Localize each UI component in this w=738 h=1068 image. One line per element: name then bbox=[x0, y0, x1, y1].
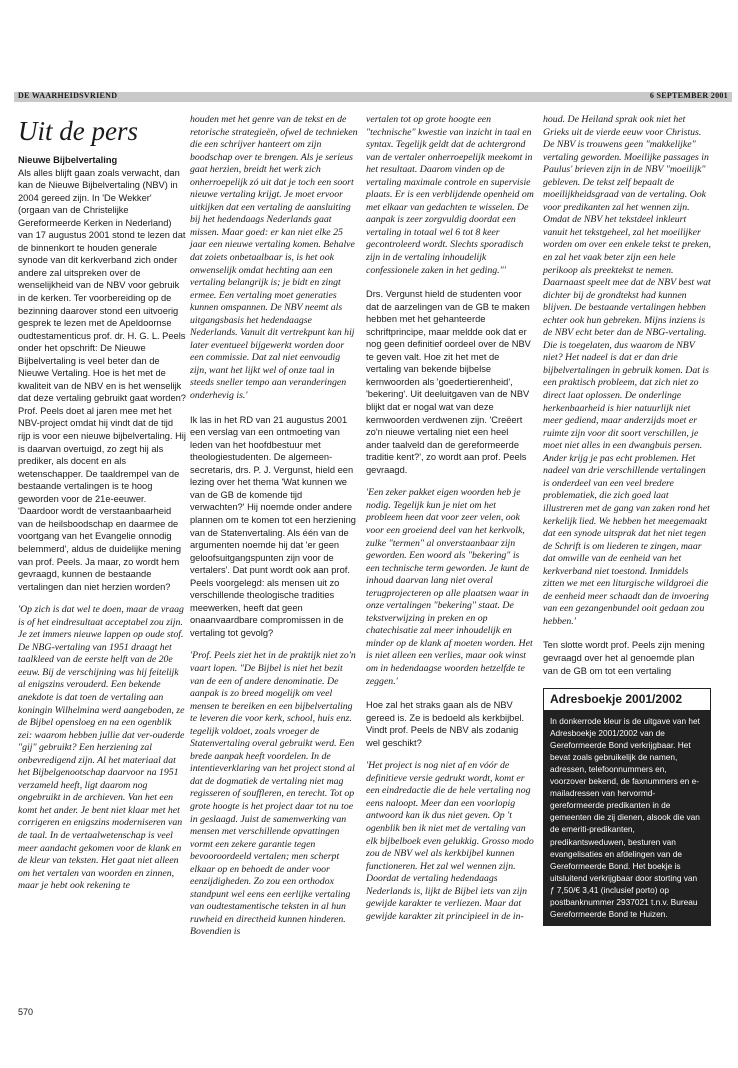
column-2 bbox=[190, 114, 358, 950]
page-title: Uit de pers bbox=[18, 116, 138, 146]
paragraph: Drs. Vergunst hield de studenten voor dat de aarzelingen van de GB te maken hebben met het gehanteerde schriftprincipe, maar meldde ook dat er nog geen definitief oordeel over de NBV te geven valt. Hoe zit het met de vertaling van bekende bijbelse kernwoorden als 'goedertierenheid', 'bekering'. Uit deeluitgaven van de NBV blijkt dat er nogal wat van deze kernwoorden verdwenen zijn. 'Creëert zo'n nieuwe vertaling niet een heel ander taalveld dan de gereformeerde traditie kent?', zo wordt aan prof. Peels gevraagd. bbox=[366, 289, 531, 475]
quote-paragraph: 'Het project is nog niet af en vóór de definitieve versie gedrukt wordt, komt er een eindredactie die de hele vertaling nog eens naloopt. Meer dan een voorlopig antwoord kan ik dus niet geven. Op 't ogenblik ben ik niet met de vertaling van elk bijbelboek even gelukkig. Grosso modo zou de NBV wel als kerkbijbel kunnen functioneren. Het zal wel wennen zijn. Doordat de vertaling hedendaags Nederlands is, lijkt de Bijbel iets van zijn gewijde karakter te verliezen. Maar dat gewijde karakter zit principieel in de in- bbox=[366, 760, 534, 922]
column-1 bbox=[18, 114, 186, 904]
section-heading: Nieuwe Bijbelvertaling bbox=[18, 155, 118, 165]
paragraph: Hoe zal het straks gaan als de NBV gereed is. Ze is bedoeld als kerkbijbel. Vindt prof. Peels de NBV als zodanig wel geschikt? bbox=[366, 700, 525, 748]
quote-paragraph: 'Een zeker pakket eigen woorden heb je nodig. Tegelijk kun je niet om het probleem heen dat voor zeer velen, ook voor een groeiend deel van het kerkvolk, zulke "termen" al onverstaanbaar zijn geworden. Een woord als "bekering" is een technische term geworden. Je kunt de inhoud daarvan lang niet overal terugprojecteren op alle plaatsen waar in onze vertalingen "bekering" staat. De tekstverwijzing in preken en op chatechisatie zal meer inhoudelijk en minder op de klank af moeten worden. Het is niet alleen een verlies, maar ook winst om in hedendaagse woorden hetzelfde te zeggen.' bbox=[366, 487, 533, 687]
publication-name: DE WAARHEIDSVRIEND bbox=[18, 91, 118, 100]
column-4 bbox=[543, 114, 711, 926]
adresboekje-box bbox=[543, 688, 711, 926]
quote-paragraph: houd. De Heiland sprak ook niet het Grieks uit de vierde eeuw voor Christus. De NBV is trouwens geen "makkelijke" vertaling geworden. Moeilijke passages in Paulus' brieven zijn in de NBV "moeilijk" gebleven. De tekst zelf bepaalt de moeilijkheidsgraad van de vertaling. Ook voor predikanten zal het wennen zijn. Omdat de NBV het tekstdeel inkleurt vanuit het tekstgeheel, zal het moeilijker worden om over een enkele tekst te preken, en zal het vaak beter zijn een hele perikoop als preektekst te nemen. Daarnaast speelt mee dat de NBV best wat dichter bij de grondtekst had kunnen blijven. De bestaande vertalingen hebben echter ook hun gebreken. Mijns inziens is de NBV echt beter dan de NBG-vertaling. Die is toegelaten, dus waarom de NBV niet? Het nadeel is dat er dan drie bijbelvertalingen in gebruik komen. Dat is een praktisch probleem, dat zich niet zo direct laat oplossen. De onderlinge herkenbaarheid is hier natuurlijk niet meer gediend, maar anderzijds moet er ruimte zijn voor dit soort verschillen, je moet niet alles in een dwangbuis persen. Ander krijg je pas echt problemen. Het nadeel van drie verschillende vertalingen is onderdeel van een veel bredere problematiek, die zich goed laat illustreren met de gang van zaken rond het kerkelijk lied. We hebben het meegemaakt dat een synode uitsprak dat het niet tegen de Schrift is om liederen te zingen, maar dat omwille van de eenheid van het kerkverband niet toestond. Inmiddels zitten we met een liturgische wildgroei die de eenheid meer schaadt dan de invoering van een gezangenbundel ooit gedaan zou hebben.' bbox=[543, 114, 711, 627]
page-number: 570 bbox=[18, 1007, 34, 1017]
paragraph: Ten slotte wordt prof. Peels zijn mening gevraagd over het al genoemde plan van de GB om tot een vertaling bbox=[543, 640, 705, 676]
quote-paragraph: 'Op zich is dat wel te doen, maar de vraag is of het eindresultaat acceptabel zou zijn. Je zet immers nieuwe lappen op oude stof. De NBG-vertaling van 1951 draagt het taalkleed van de eerste helft van de 20e eeuw. Bij de verschijning was hij feitelijk al enigszins verouderd. Een bekende anekdote is dat toen de vertaling aan koningin Wilhelmina werd aangeboden, ze de Bijbel opensloeg en na een ogenblik zei: waarom hebben jullie dat ver-ouderde "gij" gebruikt? Een herziening zal onbevredigend zijn. Al het materiaal dat het Bijbelgenootschap daarvoor na 1951 verzameld heeft, ligt daarom nog ongebruikt in de archieven. Van het een komt het ander. Je bent niet klaar met het corrigeren en enigszins moderniseren van de taal. In de vertaalwetenschap is veel meer aandacht gekomen voor de klank en de kleur van teksten. Het gaat niet alleen om het vertalen van woorden en zinnen, maar je hebt ook rekening te bbox=[18, 604, 185, 892]
quote-paragraph: vertalen tot op grote hoogte een "technische" kwestie van inzicht in taal en syntax. Tegelijk geldt dat de achtergrond van de vertaler onherroepelijk meekomt in het resultaat. Daarom vinden op de vertaling maximale controle en supervisie plaats. Er is een verblijdende openheid om met elkaar van gedachten te wisselen. De aanpak is zeer zorgvuldig doordat een vertaling in totaal wel 6 tot 8 keer gecontroleerd wordt. Slechts sporadisch zijn in de vertaling inhoudelijk confessionele zaken in het geding."' bbox=[366, 114, 534, 276]
quote-paragraph: 'Prof. Peels ziet het in de praktijk niet zo'n vaart lopen. "De Bijbel is niet het bezit van de een of andere denominatie. De aanpak is zo breed mogelijk om veel mensen te bereiken en een bijbelvertaling te leveren die voor kerk, school, huis enz. tegelijk voldoet, zoals vroeger de Statenvertaling overal gebruikt werd. Een brede aanpak heeft voordelen. In de intentieverklaring van het project stond al dat de dogmatiek de vertaling niet mag regisseren of souffleren, en terecht. Tot op grote hoogte is het project daar tot nu toe in geslaagd. Juist de samenwerking van mensen met verschillende opvattingen vormt een zekere garantie tegen bevooroordeeld vertalen; men scherpt elkaar op en behoedt de ander voor eenzijdigheden. Zo zou een orthodox standpunt wel eens een eerlijke vertaling van oudtestamentische teksten in al hun ruwheid en directheid kunnen hinderen. Bovendien is bbox=[190, 650, 356, 938]
box-title: Adresboekje 2001/2002 bbox=[544, 689, 710, 710]
issue-date: 6 SEPTEMBER 2001 bbox=[649, 91, 728, 100]
running-header bbox=[14, 92, 732, 102]
paragraph: Als alles blijft gaan zoals verwacht, dan kan de Nieuwe Bijbelvertaling (NBV) in 2004 gereed zijn. In 'De Wekker' (orgaan van de Christelijke Gereformeerde Kerken in Nederland) van 17 augustus 2001 stond te lezen dat de binnenkort te houden generale synode van dit kerkverband zich onder andere zal uitspreken over de wenselijkheid van de NBV voor gebruik in de kerken. Ter voorbereiding op de bezinning daarover stond een uitvoerig gesprek te lezen met de Apeldoornse oudtestamenticus prof. dr. H. G. L. Peels onder het opschrift: De Nieuwe Bijbelvertaling is veel beter dan de Nieuwe Vertaling. Hoe is het met de kwaliteit van de NBV en is het wenselijk dat deze vertaling gebruikt gaat worden? Prof. Peels doet al jaren mee met het NBV-project omdat hij vindt dat de tijd rijp is voor een nieuwe bijbelvertaling. Hij is daarvan overtuigd, zo zegt hij als prediker, als docent en als wetenschapper. De taaldrempel van de bestaande vertalingen is te hoog geworden voor de 21e-eeuwer. 'Daardoor wordt de verstaanbaarheid van de heilsboodschap en daarmee de voortgang van het Evangelie onnodig belemmerd', aldus de duidelijke mening van prof. Peels. Ja maar, zo wordt hem gevraagd, kunnen de bestaande vertalingen dan niet herzien worden? bbox=[18, 167, 186, 592]
quote-paragraph: houden met het genre van de tekst en de retorische strategieën, ofwel de technieken die een schrijver hanteert om zijn boodschap over te brengen. Als je serieus gaat herzien, breidt het werk zich onherroepelijk zó uit dat je toch een soort nieuwe vertaling krijgt. Je moet ervoor uitkijken dat een vertaling de aansluiting bij het hedendaags Nederlands gaat missen. Maar goed: er kan niet elke 25 jaar een nieuwe vertaling komen. Behalve dat zoiets onbetaalbaar is, is het ook onwenselijk omdat hechting aan een vertaling belangrijk is; je bidt en zingt ermee. Een vertaling moet generaties kunnen omspannen. De NBV neemt als uitgangsbasis het hedendaagse Nederlands. Vanuit dit vertrekpunt kan hij later eventueel bijgewerkt worden door een commissie. Dat zal niet eenvoudig zijn, want het lijkt wel of onze taal in steeds sneller tempo aan veranderingen onderhevig is.' bbox=[190, 114, 358, 402]
column-3 bbox=[366, 114, 534, 934]
paragraph: Ik las in het RD van 21 augustus 2001 een verslag van een ontmoeting van leden van het hoofdbestuur met theologiestudenten. De algemeen-secretaris, drs. P. J. Vergunst, hield een lezing over het thema 'Wat kunnen we van de GB de komende tijd verwachten?' Hij noemde onder andere plannen om te komen tot een herziening van de Statenvertaling. Als één van de argumenten noemde hij dat 'er geen geloofsuitgangspunten zijn voor de vertalers'. Dat punt wordt ook aan prof. Peels voorgelegd: als mensen uit zo verschillende theologische tradities meewerken, heeft dat geen onaanvaardbare compromissen in de vertaling tot gevolg? bbox=[190, 414, 356, 638]
box-body: In donkerrode kleur is de uitgave van het Adresboekje 2001/2002 van de Gereformeerde Bond verkrijgbaar. Het bevat zoals gebruikelijk de namen, adressen, telefoonnummers en, voorzover bekend, de faxnummers en e-mailadressen van hervormd-gereformeerde predikanten in de gemeenten die zij dienen, alsook die van de emeriti-predikanten, predikantsweduwen, besturen van evangelisaties en afdelingen van de Gereformeerde Bond. Het boekje is uitsluitend verkrijgbaar door storting van ƒ 7,50/€ 3,41 (inclusief porto) op postbanknummer 2937021 t.n.v. Bureau Gereformeerde Bond te Huizen. bbox=[544, 710, 710, 926]
